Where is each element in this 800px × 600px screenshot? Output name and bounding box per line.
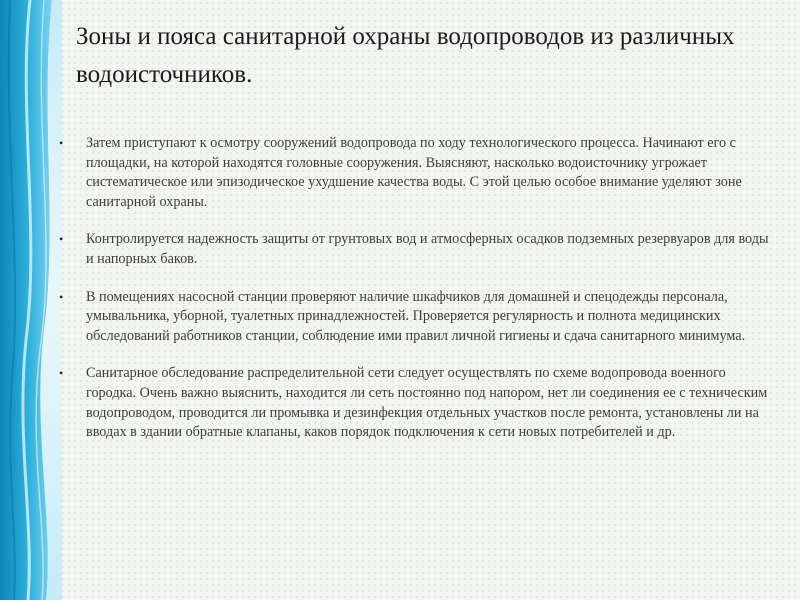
bullet-item bbox=[56, 364, 778, 442]
bullet-item bbox=[56, 230, 778, 269]
bullet-list bbox=[56, 134, 778, 443]
bullet-dot-icon: • bbox=[59, 289, 64, 304]
bullet-dot-icon: • bbox=[59, 136, 64, 150]
bullet-text: В помещениях насосной станции проверяют наличие шкафчиков для домашней и спецодежды персонала, умывальника, уборной, туалетных принадлежностей. Проверяется регулярность и полнота медицинских обследований работников станции, соблюдение ими правил личной гигиены и сдача санитарного минимума. bbox=[86, 288, 746, 344]
bullet-dot-icon: • bbox=[59, 232, 64, 247]
bullet-text: Контролируется надежность защиты от грунтовых вод и атмосферных осадков подземных резервуаров для воды и напорных баков. bbox=[86, 231, 769, 267]
bullet-text: Санитарное обследование распределительной сети следует осуществлять по схеме водопровода военного городка. Очень важно выяснить, находится ли сеть постоянно под напором, нет ли соединения ее с техническим водопроводом, проводится ли промывка и дезинфекция отдельных участков после ремонта, установлены ли на вводах в здании обратные клапаны, каков порядок подключения к сети новых потребителей и др. bbox=[86, 365, 768, 441]
decorative-left-band bbox=[0, 0, 62, 600]
bullet-dot-icon: • bbox=[59, 366, 64, 381]
slide-title: Зоны и пояса санитарной охраны водопроводов из различных водоисточников. bbox=[76, 23, 735, 88]
bullet-item bbox=[56, 134, 778, 212]
bullet-item bbox=[56, 288, 778, 347]
blue-wave-graphic bbox=[0, 0, 62, 600]
bullet-text: Затем приступают к осмотру сооружений водопровода по ходу технологического процесса. Начинают его с площадки, на которой находятся головные сооружения. Выясняют, насколько водоисточнику угрожает систематическое или эпизодическое ухудшение качества воды. С этой целью особое внимание уделяют зоне санитарной охраны. bbox=[86, 135, 742, 210]
